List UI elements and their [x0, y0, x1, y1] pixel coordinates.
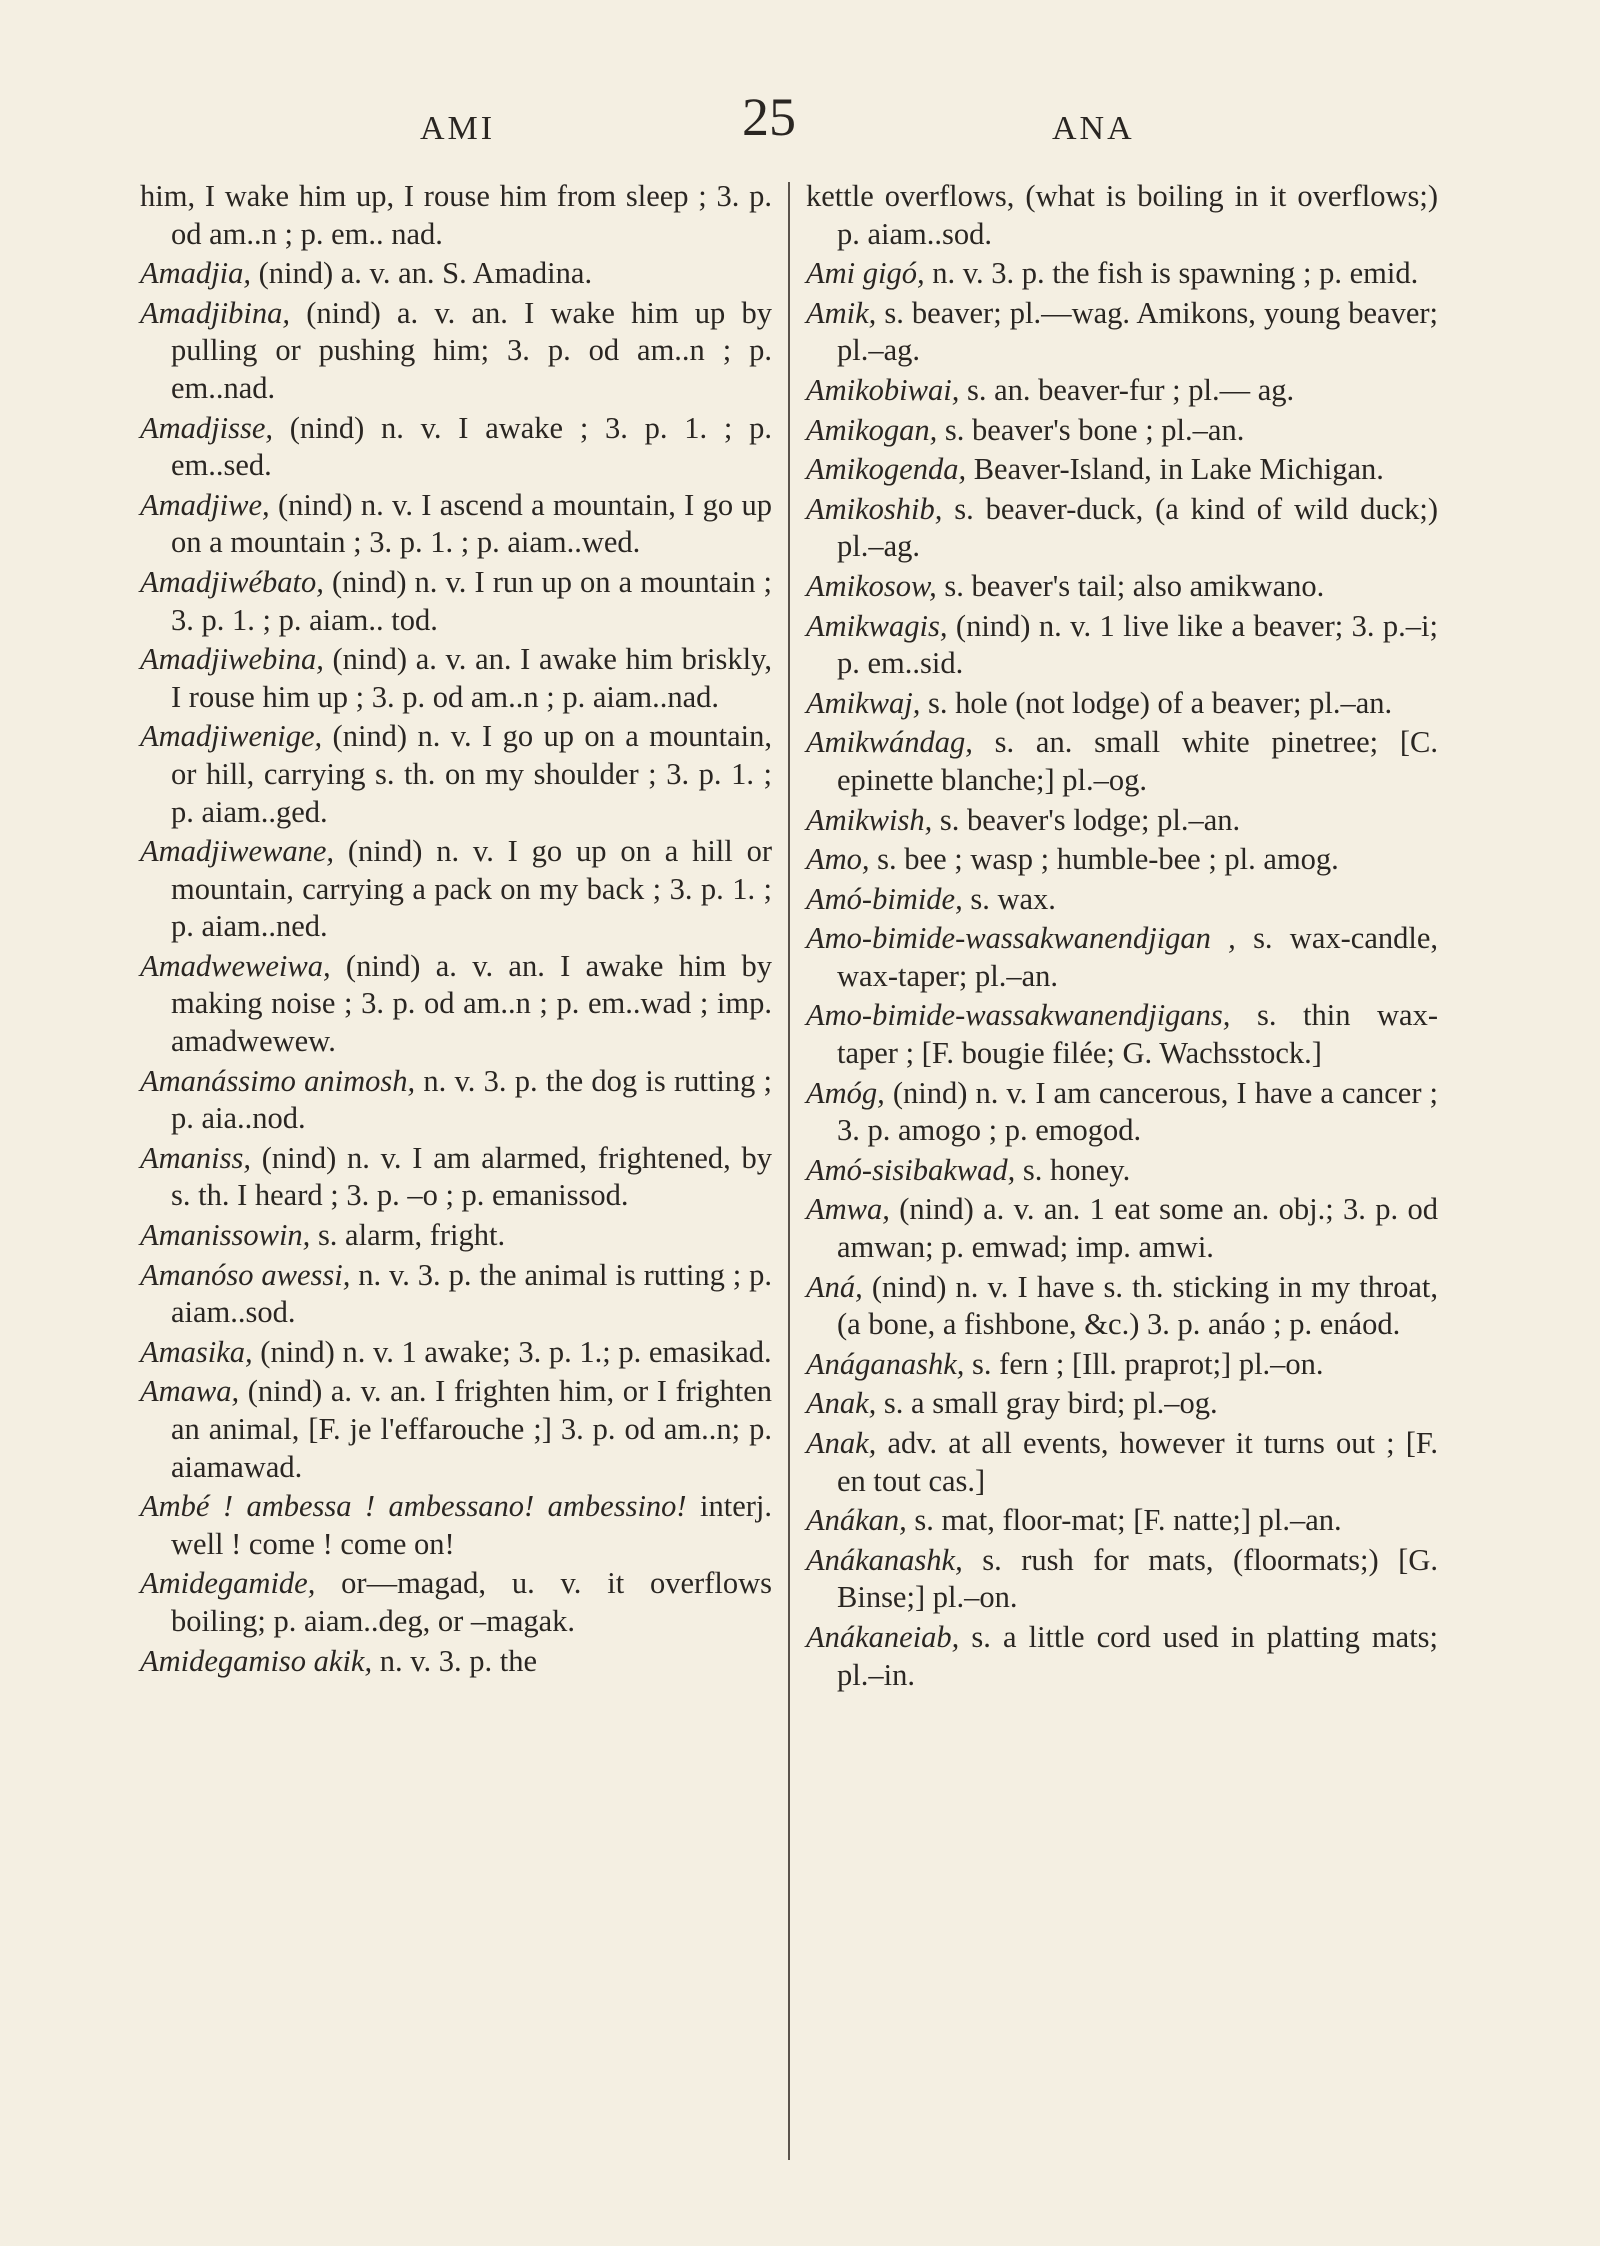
definition: s. a small gray bird; pl.–og.: [883, 1386, 1218, 1421]
page-header: [0, 78, 1600, 158]
definition: s. bee ; wasp ; humble-bee ; pl. amog.: [877, 842, 1339, 877]
entry: [140, 1334, 772, 1372]
definition: s. an. small white pinetree; [C. epinette blanche;] pl.–og.: [837, 725, 1439, 797]
entry: [140, 295, 772, 408]
definition: n. v. 3. p. the animal is rutting ; p. aiam..sod.: [171, 1257, 773, 1330]
definition: s. beaver's lodge; pl.–an.: [939, 802, 1241, 837]
page-number: 25: [742, 87, 796, 147]
definition: s. beaver-duck, (a kind of wild duck;) pl.–ag.: [837, 491, 1438, 564]
definition: (nind) n. v. I ascend a mountain, I go up on a mountain ; 3. p. 1. ; p. aiam..wed.: [171, 487, 772, 560]
entry: [806, 412, 1438, 450]
definition: him, I wake him up, I rouse him from sleep ; 3. p. od am..n ; p. em.. nad.: [140, 179, 772, 251]
definition: s. honey.: [1022, 1152, 1131, 1187]
headword: Amadjisse,: [140, 410, 274, 445]
definition: (nind) a. v. an. I awake him briskly, I rouse him up ; 3. p. od am..n ; p. aiam..nad.: [171, 642, 773, 714]
headword: Amó-bimide,: [806, 881, 963, 916]
entry: [140, 1140, 772, 1215]
definition: n. v. 3. p. the: [379, 1643, 537, 1678]
definition: s. alarm, fright.: [317, 1218, 506, 1253]
headword: Amikwish,: [806, 802, 933, 837]
entry: [806, 1425, 1438, 1500]
entry: [806, 724, 1438, 799]
headword: Amadjiwe,: [140, 487, 270, 522]
headword: Amikogenda,: [806, 452, 967, 487]
headword: Amadjiwébato,: [140, 564, 324, 599]
headword: Anákanashk,: [806, 1542, 963, 1577]
definition: (nind) n. v. I am cancerous, I have a cancer ; 3. p. amogo ; p. emogod.: [837, 1075, 1439, 1148]
entry: [806, 802, 1438, 840]
entry: [806, 1075, 1438, 1150]
entry: [140, 833, 772, 946]
definition: (nind) a. v. an. I wake him up by pulling or pushing him; 3. p. od am..n ; p. em..nad.: [171, 295, 772, 405]
headword: Amawa,: [140, 1374, 240, 1409]
headword: Amwa,: [806, 1192, 890, 1227]
headword: Amidegamide,: [140, 1566, 316, 1601]
definition: s. beaver's tail; also amikwano.: [944, 568, 1325, 603]
entry: [140, 178, 772, 253]
entry: [140, 487, 772, 562]
entry: [806, 1191, 1438, 1266]
entry: [806, 295, 1438, 370]
entry: [140, 1373, 772, 1486]
entry: [806, 1152, 1438, 1190]
headword: Amo,: [806, 842, 870, 877]
column-divider: [788, 182, 790, 2160]
entry: [140, 1217, 772, 1255]
headword: Anákan,: [806, 1503, 907, 1538]
entry: [806, 491, 1438, 566]
entry: [140, 1257, 772, 1332]
entry: [806, 451, 1438, 489]
definition: s. hole (not lodge) of a beaver; pl.–an.: [928, 685, 1393, 720]
definition: n. v. 3. p. the fish is spawning ; p. emid.: [932, 256, 1419, 291]
definition: s. a little cord used in platting mats; pl.–in.: [837, 1619, 1439, 1692]
headword: Anak,: [806, 1426, 877, 1460]
definition: (nind) n. v. I run up on a mountain ; 3. p. 1. ; p. aiam.. tod.: [171, 564, 773, 637]
headword: Amanóso awessi,: [140, 1257, 351, 1292]
entry: [140, 410, 772, 485]
headword: Amidegamiso akik,: [140, 1643, 373, 1678]
definition: s. rush for mats, (floormats;) [G. Binse;] pl.–on.: [837, 1542, 1438, 1615]
headword: Ami gigó,: [806, 256, 925, 291]
headword: Amadjibina,: [140, 295, 290, 330]
entry: [140, 1565, 772, 1640]
right-guide-word: ANA: [1052, 110, 1135, 147]
headword: Amóg,: [806, 1075, 885, 1110]
definition: s. mat, floor-mat; [F. natte;] pl.–an.: [914, 1503, 1342, 1538]
headword: Amanissowin,: [140, 1218, 311, 1253]
definition: (nind) n. v. 1 live like a beaver; 3. p.–i; p. em..sid.: [837, 608, 1439, 681]
entry: [806, 372, 1438, 410]
headword: Amadjiwenige,: [140, 719, 323, 754]
headword: Amikobiwai,: [806, 372, 960, 407]
entry: [806, 1502, 1438, 1540]
headword: Amasika,: [140, 1334, 253, 1369]
definition: (nind) a. v. an. I awake him by making noise ; 3. p. od am..n ; p. em..wad ; imp. amadwewew.: [171, 948, 772, 1059]
definition: or—magad, u. v. it overflows boiling; p. aiam..deg, or –magak.: [171, 1566, 772, 1638]
headword: Amo-bimide-wassakwanendjigan ,: [806, 921, 1236, 956]
entry: [140, 948, 772, 1061]
entry: [140, 641, 772, 716]
definition: (nind) a. v. an. I frighten him, or I frighten an animal, [F. je l'effarouche ;] 3. p. od am..n; p. aiamawad.: [171, 1374, 773, 1484]
headword: Amadjia,: [140, 256, 251, 291]
definition: (nind) n. v. I awake ; 3. p. 1. ; p. em..sed.: [171, 410, 772, 483]
headword: Anákaneiab,: [806, 1619, 960, 1654]
definition: (nind) n. v. I have s. th. sticking in my throat, (a bone, a fishbone, &c.) 3. p. anáo ; p. enáod.: [837, 1269, 1438, 1342]
entry: [806, 997, 1438, 1072]
entry: [806, 920, 1438, 995]
entry: [806, 1269, 1438, 1344]
entry: [806, 568, 1438, 606]
definition: (nind) n. v. I go up on a hill or mountain, carrying a pack on my back ; 3. p. 1. ; p. aiam..ned.: [171, 834, 772, 944]
headword: Amikosow,: [806, 568, 937, 603]
headword: Ambé ! ambessa ! ambessano! ambessino!: [140, 1489, 687, 1524]
definition: s. wax.: [970, 881, 1056, 916]
entry: [806, 255, 1438, 293]
definition: (nind) a. v. an. S. Amadina.: [258, 256, 593, 291]
entry: [806, 1619, 1438, 1694]
headword: Amikoshib,: [806, 491, 943, 526]
entry: [140, 564, 772, 639]
headword: Amó-sisibakwad,: [806, 1152, 1016, 1187]
left-column: [140, 178, 772, 1682]
definition: s. fern ; [Ill. praprot;] pl.–on.: [972, 1346, 1324, 1381]
entry: [806, 1542, 1438, 1617]
definition: n. v. 3. p. the dog is rutting ; p. aia..nod.: [171, 1063, 773, 1136]
left-guide-word: AMI: [420, 110, 496, 147]
definition: Beaver-Island, in Lake Michigan.: [973, 452, 1384, 487]
definition: interj. well ! come ! come on!: [171, 1489, 773, 1561]
entry: [806, 1385, 1438, 1423]
definition: s. an. beaver-fur ; pl.— ag.: [966, 372, 1295, 407]
headword: Anáganashk,: [806, 1346, 965, 1381]
definition: adv. at all events, however it turns out ; [F. en tout cas.]: [837, 1426, 1439, 1498]
headword: Amikwándag,: [806, 725, 973, 760]
entry: [806, 841, 1438, 879]
headword: Amadjiwebina,: [140, 642, 324, 677]
entry: [140, 255, 772, 293]
definition: kettle overflows, (what is boiling in it overflows;) p. aiam..sod.: [806, 179, 1438, 251]
entry: [140, 1643, 772, 1681]
entry: [806, 881, 1438, 919]
entry: [140, 1063, 772, 1138]
headword: Amaniss,: [140, 1140, 251, 1175]
definition: (nind) n. v. I go up on a mountain, or hill, carrying s. th. on my shoulder ; 3. p. 1. ; p. aiam..ged.: [171, 719, 773, 829]
right-column: [806, 178, 1438, 1696]
entry: [806, 1346, 1438, 1384]
headword: Amik,: [806, 295, 877, 330]
definition: s. beaver; pl.—wag. Amikons, young beaver; pl.–ag.: [837, 295, 1439, 368]
headword: Anak,: [806, 1386, 877, 1421]
headword: Aná,: [806, 1269, 863, 1304]
definition: (nind) n. v. 1 awake; 3. p. 1.; p. emasikad.: [260, 1334, 772, 1369]
definition: (nind) a. v. an. 1 eat some an. obj.; 3. p. od amwan; p. emwad; imp. amwi.: [837, 1192, 1439, 1265]
entry: [806, 178, 1438, 253]
definition: s. beaver's bone ; pl.–an.: [944, 412, 1245, 447]
entry: [140, 1488, 772, 1563]
headword: Amadjiwewane,: [140, 834, 334, 869]
entry: [806, 608, 1438, 683]
headword: Amadweweiwa,: [140, 948, 331, 983]
headword: Amanássimo animosh,: [140, 1063, 416, 1098]
headword: Amikwagis,: [806, 608, 948, 643]
definition: s. thin wax-taper ; [F. bougie filée; G. Wachsstock.]: [837, 998, 1438, 1071]
headword: Amo-bimide-wassakwanendjigans,: [806, 998, 1231, 1033]
definition: (nind) n. v. I am alarmed, frightened, by s. th. I heard ; 3. p. –o ; p. emanissod.: [171, 1140, 772, 1213]
headword: Amikogan,: [806, 412, 938, 447]
entry: [140, 718, 772, 831]
definition: s. wax-candle, wax-taper; pl.–an.: [837, 921, 1438, 993]
entry: [806, 685, 1438, 723]
headword: Amikwaj,: [806, 685, 921, 720]
